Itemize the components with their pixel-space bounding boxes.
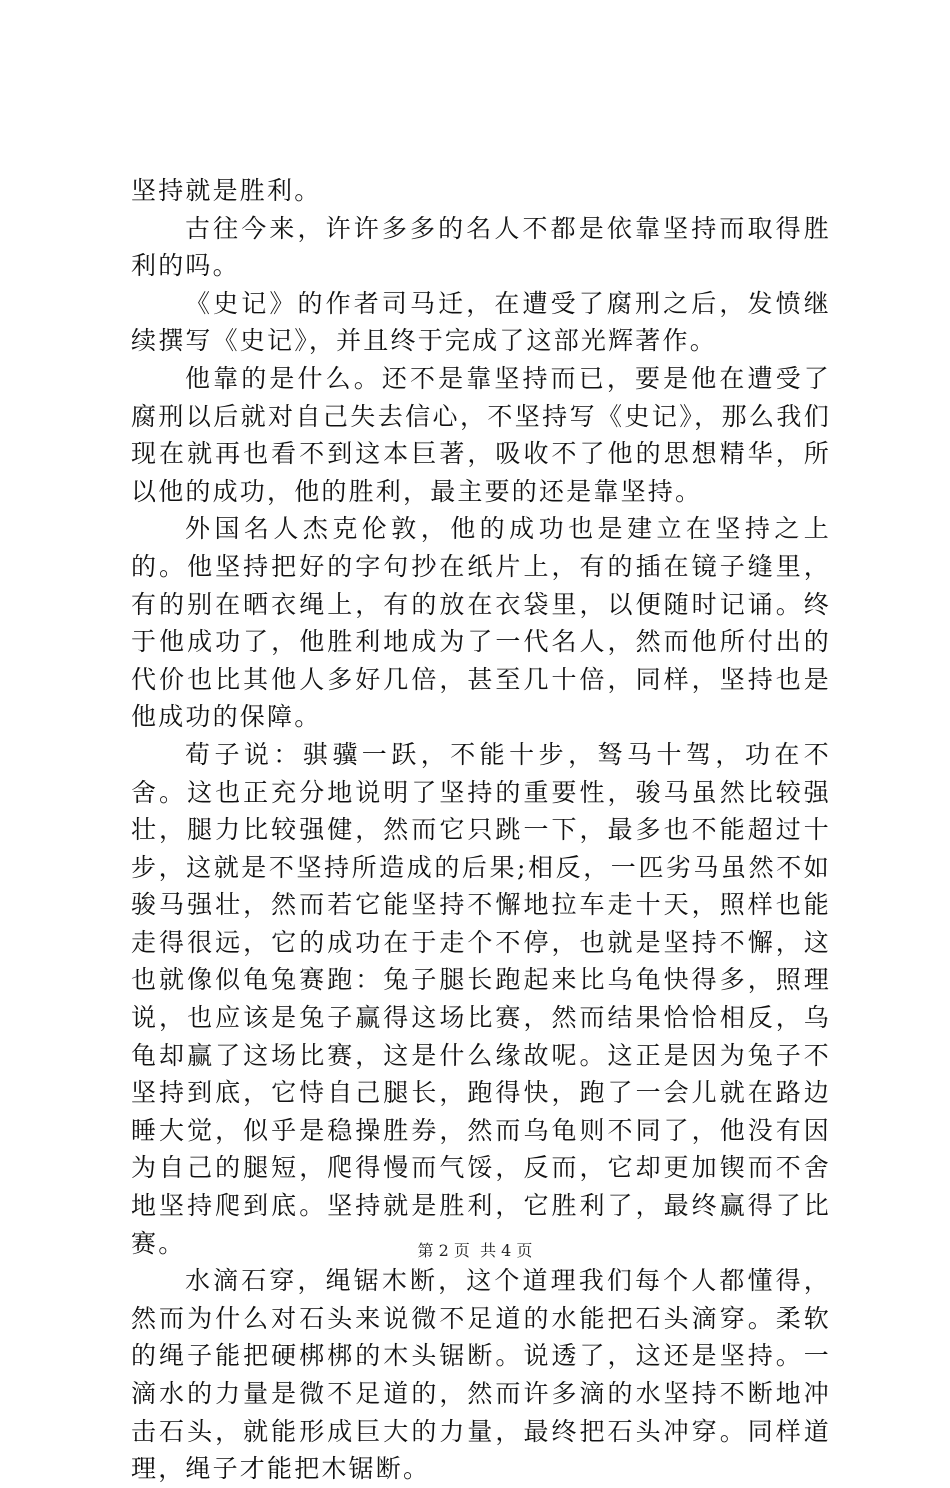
paragraph-jack-london: 外国名人杰克伦敦，他的成功也是建立在坚持之上的。他坚持把好的字句抄在纸片上，有的插在镜子缝里，有的别在晒衣绳上，有的放在衣袋里，以便随时记诵。终于他成功了，他胜利地成为了一代名人，然而他所付出的代价也比其他人多好几倍，甚至几十倍，同样，坚持也是他成功的保障。	[131, 514, 831, 732]
paragraph-continuation: 坚持就是胜利。	[131, 176, 322, 205]
paragraph-xunzi: 荀子说：骐骥一跃，不能十步，驽马十驾，功在不舍。这也正充分地说明了坚持的重要性，骏马虽然比较强壮，腿力比较强健，然而它只跳一下，最多也不能超过十步，这就是不坚持所造成的后果;相反，一匹劣马虽然不如骏马强壮，然而若它能坚持不懈地拉车走十天，照样也能走得很远，它的成功在于走个不停，也就是坚持不懈，这也就像似龟兔赛跑：兔子腿长跑起来比乌龟快得多，照理说，也应该是兔子赢得这场比赛，然而结果恰恰相反，乌龟却赢了这场比赛，这是什么缘故呢。这正是因为兔子不坚持到底，它恃自己腿长，跑得快，跑了一会儿就在路边睡大觉，似乎是稳操胜券，然而乌龟则不同了，他没有因为自己的腿短，爬得慢而气馁，反而，它却更加锲而不舍地坚持爬到底。坚持就是胜利，它胜利了，最终赢得了比赛。	[131, 739, 831, 1258]
page-number-label: 第 2 页 共 4 页	[417, 1241, 533, 1260]
paragraph-water-drop: 水滴石穿，绳锯木断，这个道理我们每个人都懂得，然而为什么对石头来说微不足道的水能把石头滴穿。柔软的绳子能把硬梆梆的木头锯断。说透了，这还是坚持。一滴水的力量是微不足道的，然而许多滴的水坚持不断地冲击石头，就能形成巨大的力量，最终把石头冲穿。同样道理，绳子才能把木锯断。	[131, 1266, 831, 1484]
page-footer	[0, 1241, 950, 1261]
paragraph-famous-people: 古往今来，许许多多的名人不都是依靠坚持而取得胜利的吗。	[131, 213, 831, 281]
paragraph-sima-qian-reason: 他靠的是什么。还不是靠坚持而已，要是他在遭受了腐刑以后就对自己失去信心，不坚持写《史记》，那么我们现在就再也看不到这本巨著，吸收不了他的思想精华，所以他的成功，他的胜利，最主要的还是靠坚持。	[131, 363, 831, 506]
document-body	[131, 172, 831, 1488]
paragraph-sima-qian: 《史记》的作者司马迁，在遭受了腐刑之后，发愤继续撰写《史记》，并且终于完成了这部光辉著作。	[131, 288, 831, 356]
